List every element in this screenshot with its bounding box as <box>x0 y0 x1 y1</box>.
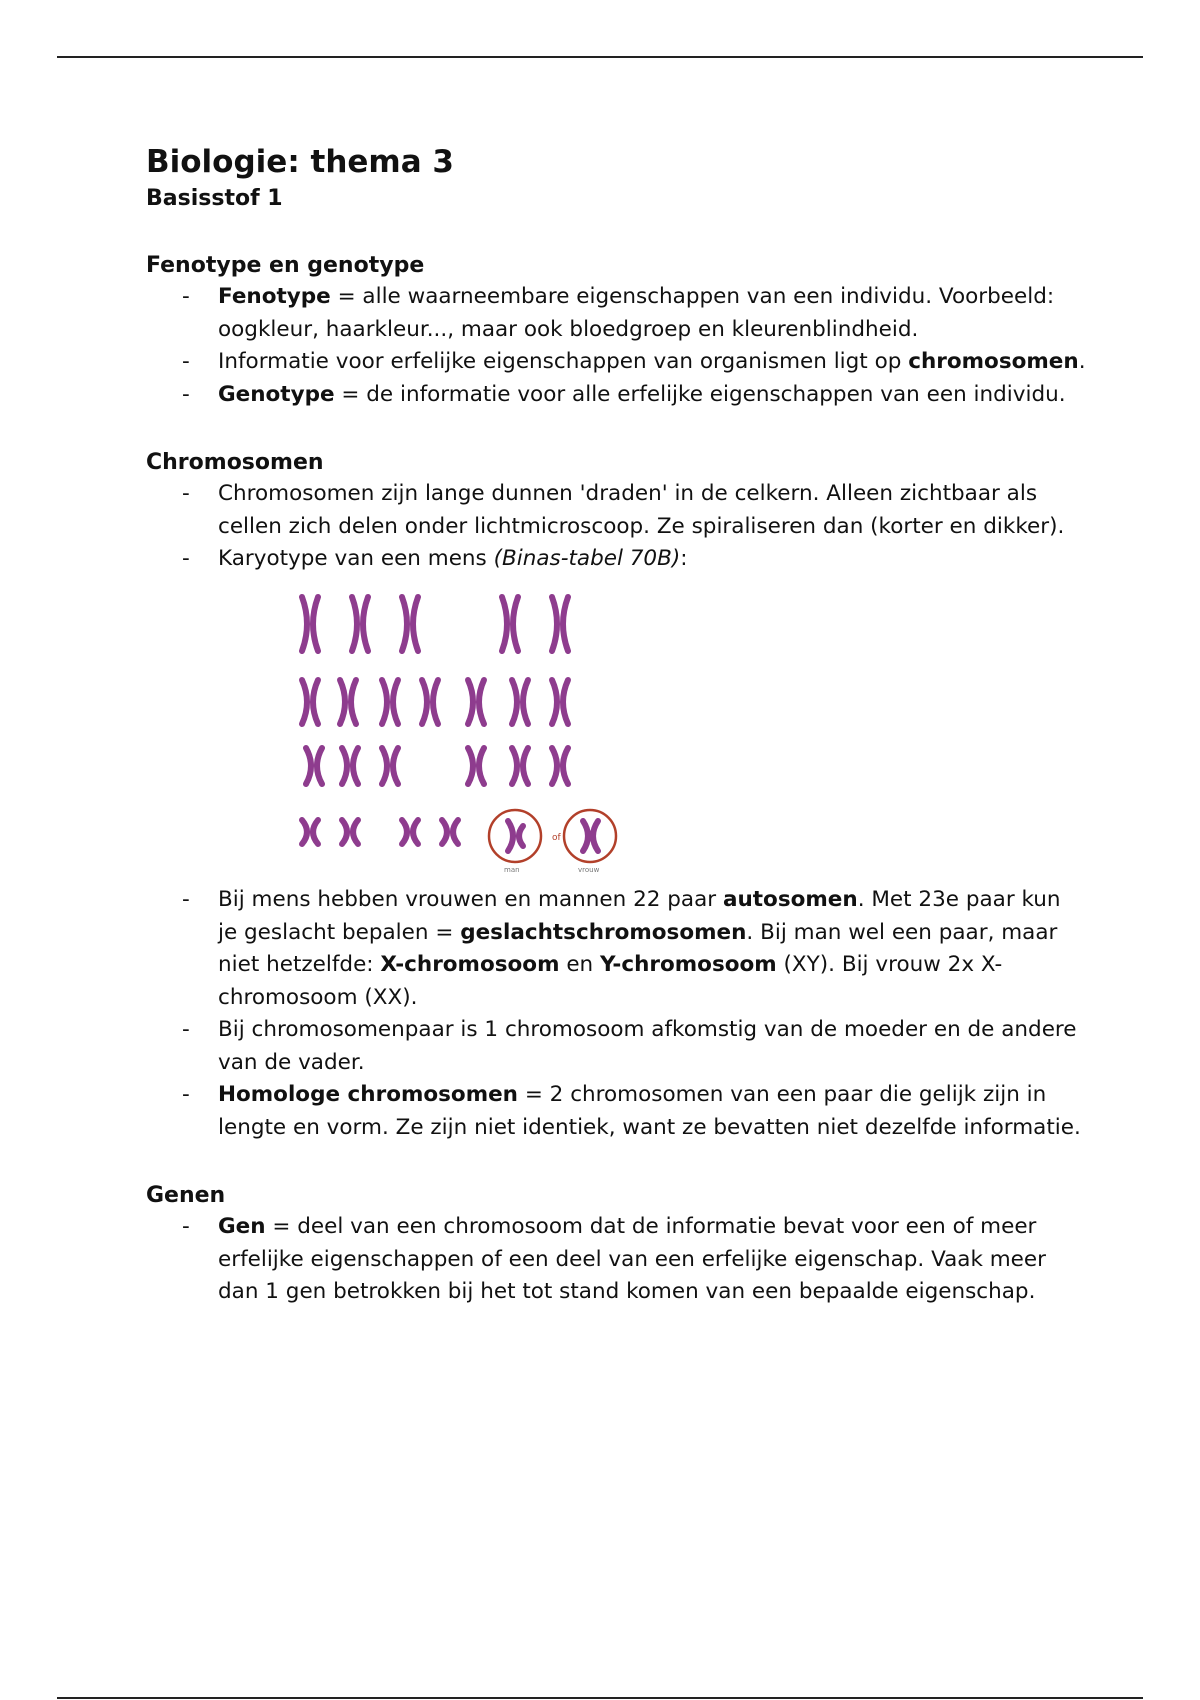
chromosome-shape <box>382 680 387 724</box>
chromosome-shape <box>313 680 318 724</box>
chromosome-shape <box>552 597 557 651</box>
chromosome-shape <box>313 820 318 844</box>
bullet-dash: - <box>182 349 190 374</box>
text: (XY). Bij vrouw 2x X-chromosoom (XX). <box>218 952 1003 1010</box>
chromosome-shape <box>502 597 507 651</box>
bullet-dash: - <box>182 1214 190 1239</box>
chromosome-shape <box>352 597 357 651</box>
chromosome-shape <box>593 821 598 851</box>
chromosome-shape <box>508 821 513 851</box>
chromosome-shape <box>306 748 311 784</box>
chromosome-shape <box>523 748 528 784</box>
chromosome-group <box>302 597 598 851</box>
chromosome-shape <box>583 821 588 851</box>
top-rule <box>57 56 1143 58</box>
text: . Met 23e paar kun je geslacht bepalen = <box>218 887 1061 945</box>
page-subtitle: Basisstof 1 <box>146 186 283 211</box>
text: Chromosomen zijn lange dunnen 'draden' in de celkern. Alleen zichtbaar als cellen zich delen onder lichtmicroscoop. Ze spiraliseren dan (korter en dikker). <box>218 481 1065 539</box>
bullet-dash: - <box>182 887 190 912</box>
chromosome-shape <box>402 820 407 844</box>
term: Genotype <box>218 381 335 407</box>
text: Karyotype van een mens <box>218 546 494 571</box>
chromosome-shape <box>317 748 322 784</box>
text: . <box>1078 349 1086 374</box>
chromosome-shape <box>313 597 318 651</box>
list-item <box>146 1014 1086 1079</box>
chromosome-shape <box>512 748 517 784</box>
chromosome-shape <box>552 748 557 784</box>
chromosome-shape <box>413 820 418 844</box>
term: Y-chromosoom <box>600 952 777 977</box>
text: Bij mens hebben vrouwen en mannen 22 paar <box>218 887 723 912</box>
list-item <box>146 1079 1086 1144</box>
list-item <box>146 281 1086 346</box>
chromosome-shape <box>342 748 347 784</box>
term: X-chromosoom <box>380 952 560 977</box>
chromosome-shape <box>302 820 307 844</box>
chromosome-shape <box>433 680 438 724</box>
list-item <box>146 379 1086 412</box>
bullet-dash: - <box>182 1082 190 1107</box>
karyotype-image <box>290 584 630 874</box>
document-body <box>146 140 1086 1309</box>
text: = 2 chromosomen van een paar die gelijk zijn in lengte en vorm. Ze zijn niet identiek, want ze bevatten niet dezelfde informatie. <box>218 1082 1081 1140</box>
chromosome-shape <box>519 826 523 846</box>
term: geslachtschromosomen <box>460 919 747 945</box>
of-label: of <box>552 832 561 843</box>
chromosome-shape <box>393 748 398 784</box>
chromosome-shape <box>382 748 387 784</box>
term: Fenotype <box>218 284 331 309</box>
bullet-dash: - <box>182 1017 190 1042</box>
chromosome-shape <box>479 680 484 724</box>
reference: (Binas-tabel 70B) <box>493 546 681 571</box>
text: = de informatie voor alle erfelijke eigenschappen van een individu. <box>334 381 1066 407</box>
term: Homologe chromosomen <box>218 1082 518 1107</box>
list-item <box>146 884 1086 1014</box>
chromosome-shape <box>512 680 517 724</box>
chromosome-shape <box>442 820 447 844</box>
bullet-list <box>146 281 1086 411</box>
list-item <box>146 543 1086 884</box>
bullet-list <box>146 478 1086 1144</box>
section-chromosomen <box>146 448 1086 1144</box>
chromosome-shape <box>340 680 345 724</box>
list-item <box>146 1211 1086 1309</box>
text: Informatie voor erfelijke eigenschappen van organismen ligt op <box>218 349 909 374</box>
text: = alle waarneembare eigenschappen van een individu. Voorbeeld: oogkleur, haarkleur..., maar ook bloedgroep en kleurenblindheid. <box>218 284 1055 342</box>
chromosome-shape <box>353 820 358 844</box>
man-label: man <box>504 865 520 874</box>
text: . Bij man wel een paar, maar niet hetzelfde: <box>218 919 1058 977</box>
chromosome-shape <box>453 820 458 844</box>
bullet-dash: - <box>182 381 190 407</box>
text: = deel van een chromosoom dat de informatie bevat voor een of meer erfelijke eigenschappen of een deel van een erfelijke eigenschap. Vaak meer dan 1 gen betrokken bij het tot stand komen van een bepaalde eigenschap. <box>218 1214 1046 1304</box>
chromosome-shape <box>351 680 356 724</box>
chromosome-shape <box>479 748 484 784</box>
bottom-rule <box>57 1697 1143 1699</box>
term: autosomen <box>722 887 858 912</box>
text: Bij chromosomenpaar is 1 chromosoom afkomstig van de moeder en de andere van de vader. <box>218 1017 1077 1075</box>
term: Gen <box>218 1214 266 1239</box>
list-item <box>146 346 1086 379</box>
bullet-dash: - <box>182 284 190 309</box>
section-heading: Genen <box>146 1183 226 1208</box>
chromosome-shape <box>523 680 528 724</box>
bullet-list <box>146 1211 1086 1309</box>
chromosome-shape <box>393 680 398 724</box>
list-item <box>146 478 1086 543</box>
chromosome-shape <box>563 748 568 784</box>
chromosome-shape <box>302 597 307 651</box>
section-fenotype <box>146 251 1086 411</box>
chromosome-shape <box>402 597 407 651</box>
chromosome-shape <box>353 748 358 784</box>
text: : <box>680 546 688 571</box>
chromosome-shape <box>413 597 418 651</box>
bullet-dash: - <box>182 546 190 571</box>
chromosome-shape <box>468 680 473 724</box>
chromosome-shape <box>302 680 307 724</box>
chromosome-shape <box>468 748 473 784</box>
chromosome-shape <box>552 680 557 724</box>
text: en <box>559 952 601 977</box>
section-heading: Fenotype en genotype <box>146 253 425 278</box>
bullet-dash: - <box>182 481 190 506</box>
section-genen <box>146 1181 1086 1309</box>
chromosome-shape <box>422 680 427 724</box>
chromosome-shape <box>342 820 347 844</box>
page-title: Biologie: thema 3 <box>146 144 455 180</box>
chromosome-shape <box>563 680 568 724</box>
karyotype-figure <box>290 584 1086 885</box>
term: chromosomen <box>908 349 1079 374</box>
chromosome-shape <box>363 597 368 651</box>
chromosome-shape <box>563 597 568 651</box>
chromosome-shape <box>513 597 518 651</box>
section-heading: Chromosomen <box>146 450 324 475</box>
vrouw-label: vrouw <box>578 865 600 874</box>
